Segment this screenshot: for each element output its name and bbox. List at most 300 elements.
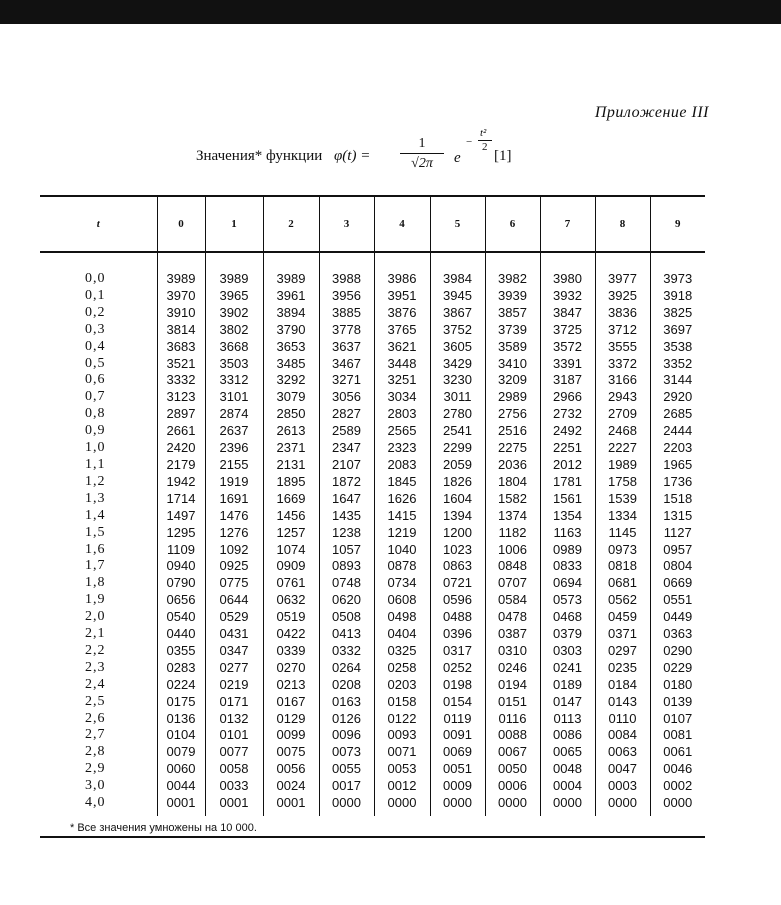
table-cell: 1374 [485, 508, 540, 525]
table-cell: 3034 [374, 389, 430, 406]
header-col-5: 5 [430, 196, 485, 252]
table-cell: 0003 [595, 778, 650, 795]
table-cell: 2780 [430, 406, 485, 423]
table-cell: 0000 [319, 795, 374, 816]
table-cell: 0669 [650, 575, 705, 592]
appendix-label: Приложение III [594, 104, 709, 121]
table-cell: 1456 [263, 508, 319, 525]
table-cell: 2966 [540, 389, 595, 406]
table-cell: 0620 [319, 592, 374, 609]
table-cell: 3538 [650, 339, 705, 356]
table-cell: 0132 [205, 711, 263, 728]
caption-fraction [400, 136, 444, 172]
table-cell: 3989 [263, 271, 319, 288]
table-cell: 0000 [430, 795, 485, 816]
table-cell: 2589 [319, 423, 374, 440]
table-cell: 2709 [595, 406, 650, 423]
row-t-value: 2,6 [85, 710, 106, 726]
table-cell: 2920 [650, 389, 705, 406]
table-cell: 0277 [205, 660, 263, 677]
table-cell: 2613 [263, 423, 319, 440]
table-cell: 1647 [319, 491, 374, 508]
table-cell: 0158 [374, 694, 430, 711]
table-cell: 0957 [650, 542, 705, 559]
table-cell: 1476 [205, 508, 263, 525]
row-t-value: 2,0 [85, 609, 106, 625]
table-cell: 0332 [319, 643, 374, 660]
table-cell: 0107 [650, 711, 705, 728]
table-cell: 2036 [485, 457, 540, 474]
table-cell: 0050 [485, 761, 540, 778]
table-cell: 0129 [263, 711, 319, 728]
table-cell: 0189 [540, 677, 595, 694]
row-t-value: 3,0 [85, 778, 106, 794]
table-cell: 0213 [263, 677, 319, 694]
table-cell: 0048 [540, 761, 595, 778]
table-cell: 3271 [319, 372, 374, 389]
table-cell: 3448 [374, 356, 430, 373]
table-cell: 3429 [430, 356, 485, 373]
table-cell: 1736 [650, 474, 705, 491]
table-cell: 0317 [430, 643, 485, 660]
header-col-3: 3 [319, 196, 374, 252]
table-cell: 0065 [540, 744, 595, 761]
table-cell: 0909 [263, 558, 319, 575]
table-cell: 0053 [374, 761, 430, 778]
table-cell: 1257 [263, 525, 319, 542]
table-cell: 0009 [430, 778, 485, 795]
row-t-value: 1,1 [85, 456, 106, 472]
table-cell: 2492 [540, 423, 595, 440]
row-t-value: 2,7 [85, 727, 106, 743]
table-cell: 3555 [595, 339, 650, 356]
table-row [40, 711, 705, 728]
table-cell: 3101 [205, 389, 263, 406]
table-cell: 0925 [205, 558, 263, 575]
table-cell: 0310 [485, 643, 540, 660]
table-cell: 0644 [205, 592, 263, 609]
table-cell: 0126 [319, 711, 374, 728]
table-cell: 0136 [157, 711, 205, 728]
table-cell: 0110 [595, 711, 650, 728]
table-caption [196, 128, 616, 188]
row-t-value: 2,5 [85, 693, 106, 709]
table-cell: 0707 [485, 575, 540, 592]
table-cell: 1219 [374, 525, 430, 542]
row-t-value: 0,0 [85, 271, 106, 286]
table-cell: 0086 [540, 727, 595, 744]
table-cell: 0000 [650, 795, 705, 816]
table-cell: 1040 [374, 542, 430, 559]
table-cell: 1919 [205, 474, 263, 491]
spacer-cell [485, 252, 540, 271]
table-cell: 1127 [650, 525, 705, 542]
spacer-cell [157, 252, 205, 271]
table-cell: 0000 [595, 795, 650, 816]
table-cell: 0017 [319, 778, 374, 795]
table-cell: 3965 [205, 288, 263, 305]
spacer-cell [374, 252, 430, 271]
table-cell: 1074 [263, 542, 319, 559]
row-t-value: 1,8 [85, 575, 106, 591]
table-cell: 0252 [430, 660, 485, 677]
table-cell: 0608 [374, 592, 430, 609]
table-cell: 2203 [650, 440, 705, 457]
header-col-7: 7 [540, 196, 595, 252]
table-cell: 2803 [374, 406, 430, 423]
table-cell: 0119 [430, 711, 485, 728]
spacer-cell [430, 252, 485, 271]
table-cell: 2179 [157, 457, 205, 474]
table-cell: 3144 [650, 372, 705, 389]
table-cell: 0093 [374, 727, 430, 744]
fraction-numerator: 1 [418, 136, 426, 151]
table-cell: 0101 [205, 727, 263, 744]
table-cell: 0404 [374, 626, 430, 643]
table-cell: 3765 [374, 322, 430, 339]
table-cell: 0079 [157, 744, 205, 761]
table-cell: 0184 [595, 677, 650, 694]
table-cell: 1295 [157, 525, 205, 542]
table-cell: 0413 [319, 626, 374, 643]
row-t-value: 0,9 [85, 423, 106, 439]
exponential-base: e [454, 150, 461, 166]
table-cell: 0104 [157, 727, 205, 744]
table-row [40, 288, 705, 305]
table-cell: 1276 [205, 525, 263, 542]
table-cell: 0440 [157, 626, 205, 643]
table-cell: 1163 [540, 525, 595, 542]
table-cell: 0379 [540, 626, 595, 643]
table-cell: 0270 [263, 660, 319, 677]
table-cell: 0113 [540, 711, 595, 728]
table-cell: 0431 [205, 626, 263, 643]
table-cell: 0790 [157, 575, 205, 592]
table-cell: 0194 [485, 677, 540, 694]
table-row [40, 406, 705, 423]
table-cell: 1023 [430, 542, 485, 559]
table-cell: 3653 [263, 339, 319, 356]
table-cell: 2251 [540, 440, 595, 457]
table-cell: 1845 [374, 474, 430, 491]
table-row [40, 322, 705, 339]
table-cell: 3802 [205, 322, 263, 339]
table-cell: 0024 [263, 778, 319, 795]
table-cell: 1497 [157, 508, 205, 525]
table-cell: 0519 [263, 609, 319, 626]
table-cell: 2083 [374, 457, 430, 474]
footnote: * Все значения умножены на 10 000. [70, 822, 257, 834]
table-cell: 0056 [263, 761, 319, 778]
table-cell: 3939 [485, 288, 540, 305]
table-cell: 0833 [540, 558, 595, 575]
density-table [40, 195, 705, 816]
table-cell: 3683 [157, 339, 205, 356]
table-cell: 0694 [540, 575, 595, 592]
table-cell: 0116 [485, 711, 540, 728]
table-cell: 3697 [650, 322, 705, 339]
table-cell: 1109 [157, 542, 205, 559]
table-cell: 3973 [650, 271, 705, 288]
bottom-rule [40, 836, 705, 838]
table-cell: 3885 [319, 305, 374, 322]
table-cell: 2827 [319, 406, 374, 423]
table-cell: 0224 [157, 677, 205, 694]
row-t-value: 0,2 [85, 304, 106, 320]
table-cell: 2897 [157, 406, 205, 423]
table-row [40, 727, 705, 744]
table-cell: 0229 [650, 660, 705, 677]
table-cell: 0863 [430, 558, 485, 575]
table-cell: 0241 [540, 660, 595, 677]
table-cell: 3503 [205, 356, 263, 373]
exponent-denominator: 2 [482, 141, 488, 153]
header-col-8: 8 [595, 196, 650, 252]
table-cell: 0006 [485, 778, 540, 795]
table-cell: 3485 [263, 356, 319, 373]
table-cell: 3467 [319, 356, 374, 373]
table-cell: 3945 [430, 288, 485, 305]
table-cell: 2347 [319, 440, 374, 457]
table-cell: 2661 [157, 423, 205, 440]
table-cell: 0347 [205, 643, 263, 660]
table-cell: 2444 [650, 423, 705, 440]
table-cell: 0198 [430, 677, 485, 694]
table-cell: 0046 [650, 761, 705, 778]
table-cell: 2420 [157, 440, 205, 457]
fraction-denominator: √2π [411, 156, 433, 171]
table-cell: 0818 [595, 558, 650, 575]
table-cell: 2516 [485, 423, 540, 440]
table-cell: 1354 [540, 508, 595, 525]
table-cell: 1057 [319, 542, 374, 559]
header-col-9: 9 [650, 196, 705, 252]
table-cell: 2131 [263, 457, 319, 474]
table-cell: 3982 [485, 271, 540, 288]
table-cell: 3752 [430, 322, 485, 339]
table-cell: 1518 [650, 491, 705, 508]
table-cell: 0804 [650, 558, 705, 575]
table-cell: 1394 [430, 508, 485, 525]
table-cell: 3825 [650, 305, 705, 322]
table-cell: 0044 [157, 778, 205, 795]
table-cell: 1872 [319, 474, 374, 491]
table-cell: 0167 [263, 694, 319, 711]
row-t-value: 1,5 [85, 524, 106, 540]
table-cell: 0848 [485, 558, 540, 575]
table-cell: 0940 [157, 558, 205, 575]
table-row [40, 271, 705, 288]
table-cell: 0488 [430, 609, 485, 626]
table-cell: 0540 [157, 609, 205, 626]
table-cell: 3857 [485, 305, 540, 322]
row-t-value: 4,0 [85, 795, 106, 811]
table-cell: 0180 [650, 677, 705, 694]
table-cell: 3637 [319, 339, 374, 356]
table-cell: 1895 [263, 474, 319, 491]
header-col-0: 0 [157, 196, 205, 252]
table-cell: 0154 [430, 694, 485, 711]
table-cell: 0681 [595, 575, 650, 592]
header-row [40, 196, 705, 252]
table-cell: 0001 [205, 795, 263, 816]
table-cell: 1604 [430, 491, 485, 508]
table-cell: 1092 [205, 542, 263, 559]
table-cell: 0246 [485, 660, 540, 677]
table-row [40, 305, 705, 322]
table-cell: 1714 [157, 491, 205, 508]
table-cell: 3778 [319, 322, 374, 339]
table-cell: 0584 [485, 592, 540, 609]
table-cell: 3521 [157, 356, 205, 373]
table-cell: 3902 [205, 305, 263, 322]
table-cell: 0529 [205, 609, 263, 626]
table-cell: 1145 [595, 525, 650, 542]
table-cell: 0084 [595, 727, 650, 744]
table-row [40, 474, 705, 491]
table-cell: 2756 [485, 406, 540, 423]
table-cell: 1942 [157, 474, 205, 491]
table-cell: 2874 [205, 406, 263, 423]
table-cell: 0339 [263, 643, 319, 660]
table-cell: 1561 [540, 491, 595, 508]
table-cell: 1691 [205, 491, 263, 508]
density-table-grid [40, 195, 705, 816]
table-cell: 0071 [374, 744, 430, 761]
table-cell: 3980 [540, 271, 595, 288]
spacer-cell [319, 252, 374, 271]
table-cell: 0325 [374, 643, 430, 660]
table-row [40, 423, 705, 440]
table-cell: 0748 [319, 575, 374, 592]
table-cell: 0096 [319, 727, 374, 744]
table-cell: 3589 [485, 339, 540, 356]
row-t-value: 0,1 [85, 287, 106, 303]
row-t-value: 1,3 [85, 490, 106, 506]
table-cell: 3079 [263, 389, 319, 406]
table-cell: 0449 [650, 609, 705, 626]
table-row [40, 694, 705, 711]
table-row [40, 558, 705, 575]
header-col-2: 2 [263, 196, 319, 252]
table-cell: 0893 [319, 558, 374, 575]
table-cell: 0033 [205, 778, 263, 795]
row-t-value: 2,4 [85, 676, 106, 692]
table-cell: 2468 [595, 423, 650, 440]
table-cell: 0573 [540, 592, 595, 609]
spacer-cell [650, 252, 705, 271]
row-t-value: 0,4 [85, 338, 106, 354]
table-cell: 3187 [540, 372, 595, 389]
table-cell: 0422 [263, 626, 319, 643]
row-t-value: 2,3 [85, 659, 106, 675]
table-cell: 1758 [595, 474, 650, 491]
table-cell: 0203 [374, 677, 430, 694]
table-cell: 0396 [430, 626, 485, 643]
table-cell: 3292 [263, 372, 319, 389]
exponent-numerator: t² [480, 127, 487, 139]
table-cell: 0498 [374, 609, 430, 626]
spacer-cell [263, 252, 319, 271]
table-cell: 1582 [485, 491, 540, 508]
table-cell: 1435 [319, 508, 374, 525]
scan-top-edge [0, 0, 781, 24]
table-cell: 0989 [540, 542, 595, 559]
header-col-4: 4 [374, 196, 430, 252]
table-cell: 0069 [430, 744, 485, 761]
table-body [40, 252, 705, 816]
table-cell: 0468 [540, 609, 595, 626]
table-cell: 0002 [650, 778, 705, 795]
table-cell: 2012 [540, 457, 595, 474]
table-cell: 0721 [430, 575, 485, 592]
row-t-value: 0,7 [85, 389, 106, 405]
table-cell: 0208 [319, 677, 374, 694]
table-cell: 1965 [650, 457, 705, 474]
table-cell: 0012 [374, 778, 430, 795]
table-row [40, 389, 705, 406]
table-cell: 1006 [485, 542, 540, 559]
table-cell: 2275 [485, 440, 540, 457]
table-cell: 3372 [595, 356, 650, 373]
table-cell: 2227 [595, 440, 650, 457]
table-cell: 3725 [540, 322, 595, 339]
row-t-value: 0,3 [85, 321, 106, 337]
table-cell: 3123 [157, 389, 205, 406]
table-cell: 0001 [157, 795, 205, 816]
table-cell: 3932 [540, 288, 595, 305]
table-cell: 1626 [374, 491, 430, 508]
table-cell: 0171 [205, 694, 263, 711]
table-row [40, 440, 705, 457]
table-row [40, 609, 705, 626]
table-cell: 3910 [157, 305, 205, 322]
header-t: t [40, 196, 157, 252]
row-t-value: 1,6 [85, 541, 106, 557]
table-cell: 3984 [430, 271, 485, 288]
table-cell: 0099 [263, 727, 319, 744]
table-cell: 0088 [485, 727, 540, 744]
table-cell: 0147 [540, 694, 595, 711]
table-cell: 0761 [263, 575, 319, 592]
row-t-value: 2,1 [85, 626, 106, 642]
row-t-value: 0,8 [85, 406, 106, 422]
table-cell: 1238 [319, 525, 374, 542]
table-cell: 0067 [485, 744, 540, 761]
table-cell: 0051 [430, 761, 485, 778]
table-cell: 0290 [650, 643, 705, 660]
table-cell: 1415 [374, 508, 430, 525]
table-cell: 3836 [595, 305, 650, 322]
table-cell: 2371 [263, 440, 319, 457]
table-cell: 1334 [595, 508, 650, 525]
row-t-value: 1,9 [85, 592, 106, 608]
table-row [40, 761, 705, 778]
table-cell: 0000 [540, 795, 595, 816]
table-cell: 0061 [650, 744, 705, 761]
table-cell: 1200 [430, 525, 485, 542]
table-cell: 3847 [540, 305, 595, 322]
table-cell: 0363 [650, 626, 705, 643]
caption-phi: φ(t) = [334, 148, 371, 164]
table-cell: 3230 [430, 372, 485, 389]
table-cell: 1315 [650, 508, 705, 525]
table-cell: 2155 [205, 457, 263, 474]
table-cell: 2059 [430, 457, 485, 474]
table-cell: 2850 [263, 406, 319, 423]
table-cell: 3352 [650, 356, 705, 373]
table-cell: 0596 [430, 592, 485, 609]
